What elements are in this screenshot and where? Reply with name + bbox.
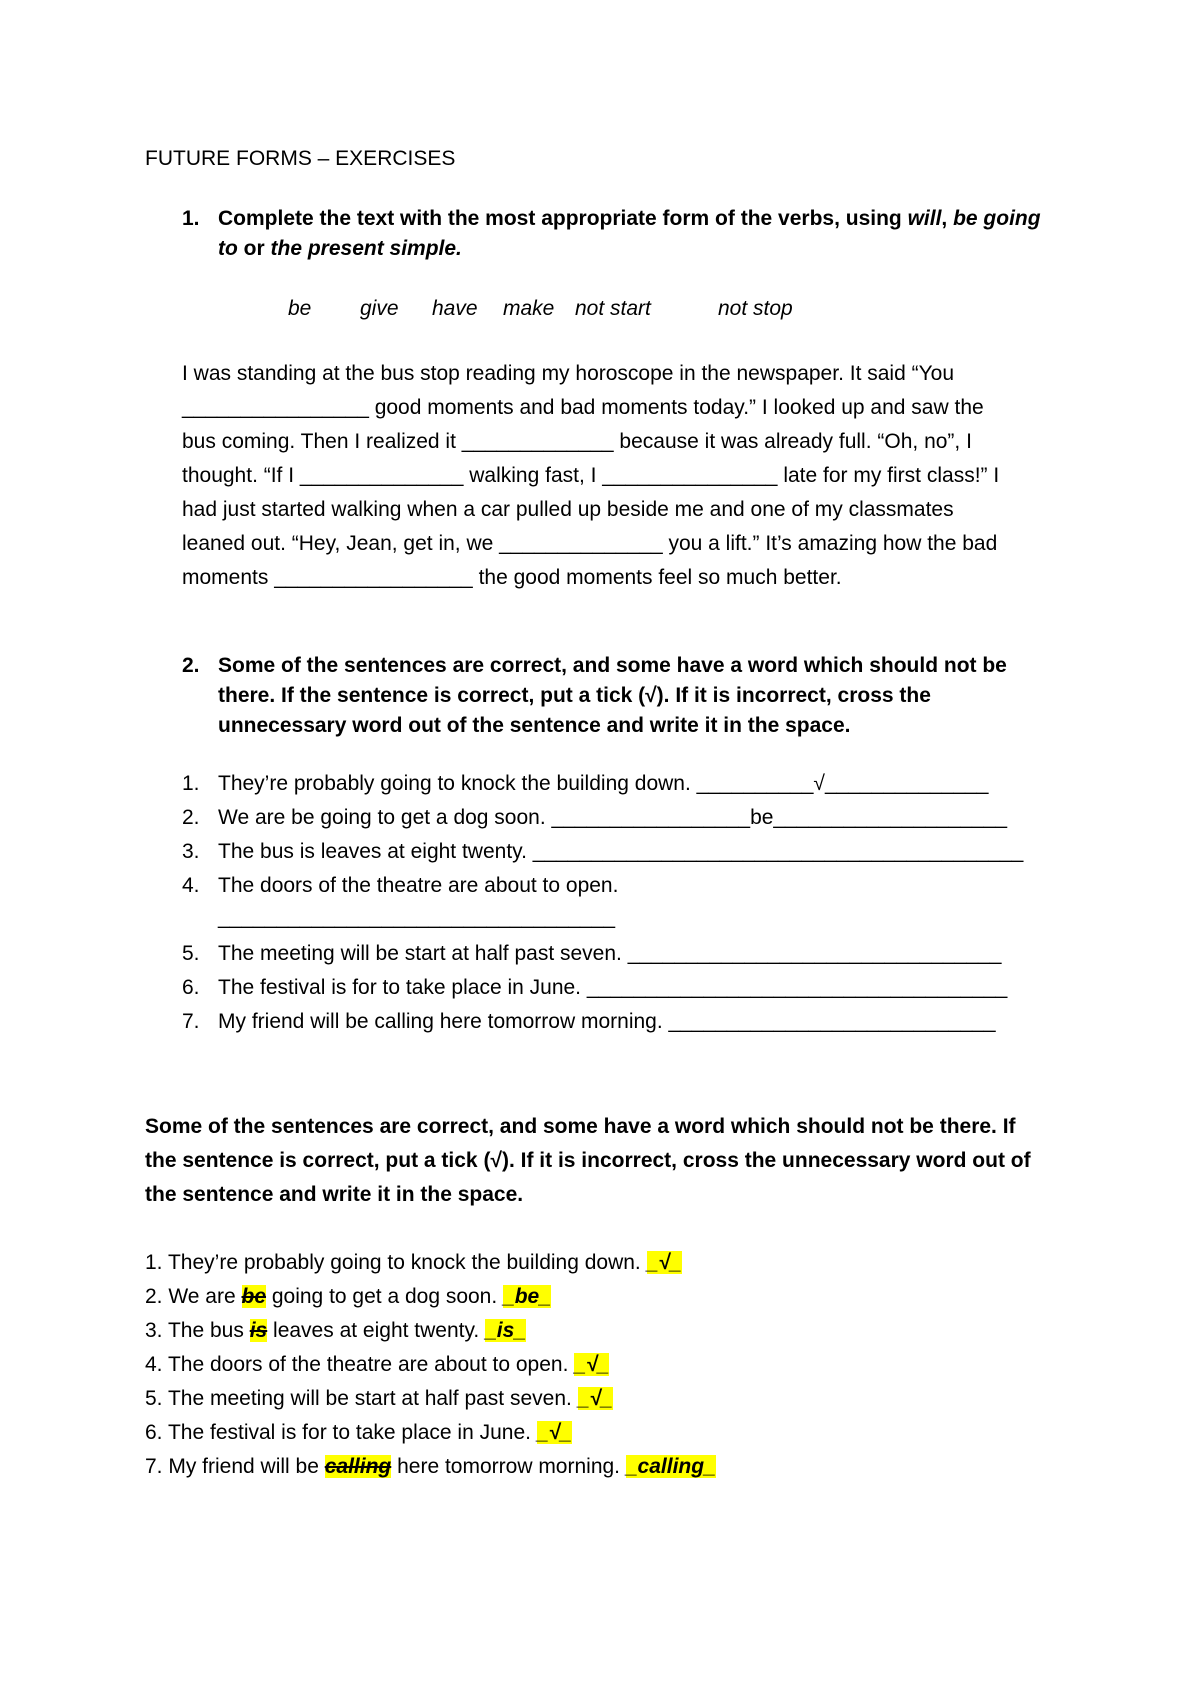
struck-word: is (249, 1319, 268, 1342)
answer-highlight: _√_ (646, 1251, 682, 1274)
struck-word: calling (324, 1455, 392, 1478)
exercise-2-instruction-line: unnecessary word out of the sentence and write it in the space. (218, 714, 851, 737)
word-bank-item: make (503, 297, 555, 320)
list-item: My friend will be calling here tomorrow morning. ____________________________ (218, 1010, 996, 1033)
list-item: They’re probably going to knock the building down. __________√______________ (218, 772, 989, 795)
answer-highlight: _√_ (577, 1387, 613, 1410)
word-bank-item: give (360, 297, 399, 320)
text-line: ________________ good moments and bad moments today.” I looked up and saw the (182, 396, 984, 419)
answer-row: 4. The doors of the theatre are about to open. _√_ (145, 1353, 610, 1376)
list-item: The meeting will be start at half past seven. ________________________________ (218, 942, 1002, 965)
answer-highlight: _is_ (485, 1319, 526, 1342)
answer-highlight: _√_ (536, 1421, 572, 1444)
answer-row: 2. We are be going to get a dog soon. _be_ (145, 1285, 551, 1308)
list-item-number: 1. (182, 772, 200, 795)
list-item: The doors of the theatre are about to open. (218, 874, 619, 897)
text-line: thought. “If I ______________ walking fast, I _______________ late for my first class!” I (182, 464, 1000, 487)
exercise-1-text (182, 357, 1062, 595)
answer-row: 1. They’re probably going to knock the building down. _√_ (145, 1251, 682, 1274)
text-line: I was standing at the bus stop reading my horoscope in the newspaper. It said “You (182, 362, 955, 385)
exercise-1-instruction-line-1: Complete the text with the most appropriate form of the verbs, using will, be going (218, 207, 1041, 230)
answer-instruction-line: the sentence is correct, put a tick (√). If it is incorrect, cross the unnecessary word out of (145, 1149, 1031, 1172)
list-item-number: 4. (182, 874, 200, 897)
list-item-number: 3. (182, 840, 200, 863)
word-bank-item: not stop (718, 297, 793, 320)
answer-row: 6. The festival is for to take place in June. _√_ (145, 1421, 572, 1444)
answer-instruction-line: the sentence and write it in the space. (145, 1183, 524, 1206)
list-item-number: 6. (182, 976, 200, 999)
answer-highlight: _calling_ (625, 1455, 716, 1478)
answer-row: 3. The bus is leaves at eight twenty. _is_ (145, 1319, 526, 1342)
list-item-blank: __________________________________ (218, 906, 616, 929)
list-item: The festival is for to take place in June. ____________________________________ (218, 976, 1008, 999)
list-item-number: 2. (182, 806, 200, 829)
list-item-number: 5. (182, 942, 200, 965)
list-item: We are be going to get a dog soon. _________________be____________________ (218, 806, 1008, 829)
struck-word: be (241, 1285, 267, 1308)
exercise-1-instruction-line-2: to or the present simple. (218, 237, 462, 260)
list-item-number: 7. (182, 1010, 200, 1033)
exercise-1-number: 1. (182, 207, 200, 230)
list-item: The bus is leaves at eight twenty. __________________________________________ (218, 840, 1024, 863)
text-line: bus coming. Then I realized it _____________ because it was already full. “Oh, no”, I (182, 430, 972, 453)
answer-row: 5. The meeting will be start at half past seven. _√_ (145, 1387, 613, 1410)
word-bank-item: have (432, 297, 478, 320)
page-title: FUTURE FORMS – EXERCISES (145, 147, 456, 170)
text-line: had just started walking when a car pulled up beside me and one of my classmates (182, 498, 954, 521)
word-bank-item: be (288, 297, 312, 320)
exercise-2-instruction-line: Some of the sentences are correct, and some have a word which should not be (218, 654, 1007, 677)
answer-highlight: _be_ (503, 1285, 551, 1308)
text-line: moments _________________ the good moments feel so much better. (182, 566, 842, 589)
answer-highlight: _√_ (574, 1353, 610, 1376)
word-bank-item: not start (575, 297, 651, 320)
answer-instruction-line: Some of the sentences are correct, and some have a word which should not be there. If (145, 1115, 1016, 1138)
exercise-2-instruction-line: there. If the sentence is correct, put a tick (√). If it is incorrect, cross the (218, 684, 931, 707)
exercise-2-number: 2. (182, 654, 200, 677)
answer-row: 7. My friend will be calling here tomorrow morning. _calling_ (145, 1455, 716, 1478)
text-line: leaned out. “Hey, Jean, get in, we ______________ you a lift.” It’s amazing how the bad (182, 532, 998, 555)
